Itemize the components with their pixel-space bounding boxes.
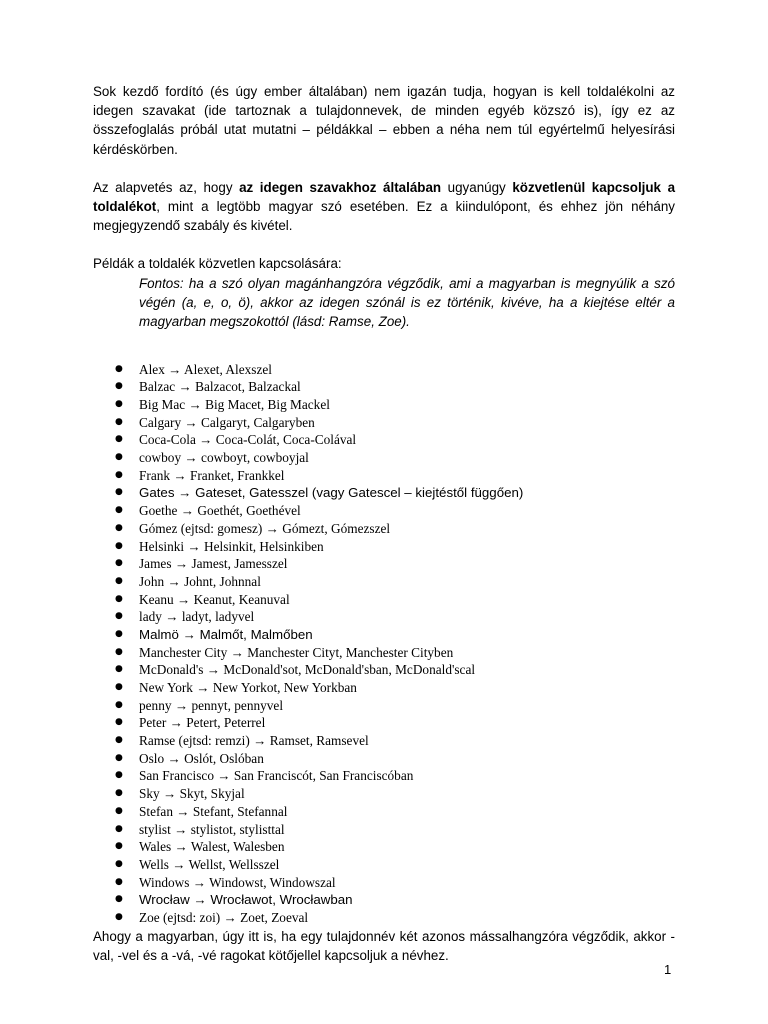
list-item: [93, 449, 675, 467]
list-item: [93, 803, 675, 821]
list-item: [93, 856, 675, 874]
list-item-text: Oslo → Oslót, Oslóban: [139, 750, 264, 766]
list-item-text: Big Mac → Big Macet, Big Mackel: [139, 397, 330, 412]
bullet-icon: ●: [115, 805, 123, 816]
list-item: [93, 591, 675, 609]
basic-rule-text-2: ugyanúgy: [441, 179, 513, 195]
list-item-text: Malmö → Malmőt, Malmőben: [139, 626, 313, 642]
list-item-text: Zoe (ejtsd: zoi) → Zoet, Zoeval: [139, 909, 309, 925]
list-item: [93, 520, 675, 538]
list-item-text: New York → New Yorkot, New Yorkban: [139, 680, 357, 695]
bullet-icon: ●: [115, 841, 123, 852]
list-item: [93, 502, 675, 520]
list-item-text: Coca-Cola → Coca-Colát, Coca-Colával: [139, 432, 357, 448]
bullet-icon: ●: [115, 770, 123, 781]
list-item-text: Gates → Gateset, Gatesszel (vagy Gatescel – kiejtéstől függően): [139, 485, 524, 501]
list-item-text: Sky → Skyt, Skyjal: [139, 786, 245, 802]
bullet-icon: ●: [115, 717, 123, 728]
basic-rule-text-1: Az alapvetés az, hogy: [93, 179, 240, 195]
list-item-text: Helsinki → Helsinkit, Helsinkiben: [139, 538, 324, 554]
list-item: [93, 414, 675, 432]
list-item: [93, 874, 675, 892]
list-item-text: Ramse (ejtsd: remzi) → Ramset, Ramsevel: [139, 733, 369, 749]
closing-paragraph: Ahogy a magyarban, úgy itt is, ha egy tulajdonnév két azonos mássalhangzóra végződik, akkor -val, -vel és a -vá, -vé ragokat kötőjellel kapcsoljuk a névhez.: [93, 928, 675, 963]
bullet-icon: ●: [115, 416, 123, 427]
list-item-text: lady → ladyt, ladyvel: [139, 609, 255, 625]
list-item: [93, 891, 675, 909]
page-number: 1: [664, 962, 672, 977]
list-item: [93, 714, 675, 732]
bullet-icon: ●: [115, 682, 123, 692]
list-item-text: Goethe → Goethét, Goethével: [139, 503, 301, 519]
bullet-icon: ●: [115, 381, 123, 392]
bullet-icon: ●: [115, 611, 123, 622]
list-item-text: San Francisco → San Franciscót, San Franciscóban: [139, 768, 414, 784]
bullet-icon: ●: [115, 558, 123, 569]
list-item: [93, 626, 675, 644]
list-item-text: Windows → Windowst, Windowszal: [139, 874, 336, 890]
bullet-icon: ●: [115, 646, 123, 657]
list-item-text: Keanu → Keanut, Keanuval: [139, 591, 290, 607]
list-item-text: Wells → Wellst, Wellsszel: [139, 856, 280, 872]
bullet-icon: ●: [115, 911, 123, 922]
list-item: [93, 467, 675, 485]
list-item-text: Calgary → Calgaryt, Calgaryben: [139, 414, 315, 430]
list-item: [93, 396, 675, 414]
list-item-text: penny → pennyt, pennyvel: [139, 697, 284, 713]
list-item-text: Manchester City → Manchester Cityt, Manchester Cityben: [139, 644, 454, 660]
bullet-icon: ●: [115, 575, 123, 586]
list-item-text: Balzac → Balzacot, Balzackal: [139, 379, 301, 395]
list-item: [93, 608, 675, 626]
bullet-icon: ●: [115, 540, 123, 551]
list-item: [93, 644, 675, 662]
bullet-icon: ●: [115, 522, 123, 533]
list-item: [93, 484, 675, 502]
paragraph-gap: [93, 159, 675, 178]
list-item-text: cowboy → cowboyt, cowboyjal: [139, 450, 309, 466]
list-item: [93, 661, 675, 679]
list-item-text: Gómez (ejtsd: gomesz) → Gómezt, Gómezszel: [139, 520, 391, 536]
bullet-icon: ●: [115, 823, 123, 834]
list-item: [93, 538, 675, 556]
list-item: [93, 909, 675, 927]
examples-list: [93, 361, 675, 927]
bullet-icon: ●: [115, 628, 123, 639]
bullet-icon: ●: [115, 505, 123, 516]
list-item-text: John → Johnt, Johnnal: [139, 573, 261, 589]
list-item-text: Wales → Walest, Walesben: [139, 839, 285, 855]
list-item-text: James → Jamest, Jamesszel: [139, 556, 288, 572]
basic-rule-bold-2: közvetlenül kapcsoljuk a toldalékot: [93, 179, 676, 215]
list-item: [93, 679, 675, 697]
list-item-text: Stefan → Stefant, Stefannal: [139, 803, 288, 819]
list-item: [93, 697, 675, 715]
paragraph-gap: [93, 235, 675, 254]
bullet-icon: ●: [115, 452, 123, 463]
bullet-icon: ●: [115, 664, 123, 675]
bullet-icon: ●: [115, 699, 123, 710]
list-item-text: McDonald's → McDonald'sot, McDonald'sban, McDonald'scal: [139, 662, 476, 678]
list-item-text: Alex → Alexet, Alexszel: [139, 361, 272, 377]
list-item: [93, 732, 675, 750]
page-content: [93, 82, 675, 965]
bullet-icon: ●: [115, 735, 123, 746]
list-item-text: Frank → Franket, Frankkel: [139, 467, 285, 483]
bullet-icon: ●: [115, 593, 123, 604]
bullet-icon: ●: [115, 788, 123, 799]
basic-rule-text-3: , mint a legtöbb magyar szó esetében. Ez a kiindulópont, és ehhez jön néhány megjegyzendő szabály és kivétel.: [93, 199, 675, 234]
bullet-icon: ●: [115, 894, 123, 905]
list-item-text: stylist → stylistot, stylisttal: [139, 821, 285, 837]
bullet-icon: ●: [115, 858, 123, 869]
bullet-icon: ●: [115, 469, 123, 480]
list-item: [93, 785, 675, 803]
bullet-icon: ●: [115, 434, 123, 445]
list-item: [93, 750, 675, 768]
bullet-icon: ●: [115, 752, 123, 763]
bullet-icon: ●: [115, 487, 123, 498]
basic-rule-paragraph: [93, 178, 675, 236]
intro-paragraph: Sok kezdő fordító (és úgy ember általában) nem igazán tudja, hogyan is kell toldalékolni az idegen szavakat (ide tartoznak a tulajdonnevek, de minden egyéb közszó is), így ez az összefoglalás próbál utat mutatni – példákkal – ebben a néha nem túl egyértelmű helyesírási kérdéskörben.: [93, 84, 675, 157]
list-item: [93, 431, 675, 449]
list-item-text: Wrocław → Wrocławot, Wrocławban: [139, 892, 353, 908]
basic-rule-bold-1: az idegen szavakhoz általában: [239, 179, 442, 195]
list-item: [93, 767, 675, 785]
list-item-text: Peter → Petert, Peterrel: [139, 715, 266, 731]
bullet-icon: ●: [115, 876, 123, 887]
list-item: [93, 555, 675, 573]
bullet-icon: ●: [115, 363, 123, 374]
list-item: [93, 378, 675, 396]
list-item: [93, 838, 675, 856]
bullet-icon: ●: [115, 399, 123, 409]
list-item: [93, 573, 675, 591]
note-paragraph: Fontos: ha a szó olyan magánhangzóra végződik, ami a magyarban is megnyúlik a szó végén (a, e, o, ö), akkor az idegen szónál is ez történik, kivéve, ha a kiejtése eltér a magyarban megszokottól (lásd: Ramse, Zoe).: [139, 275, 675, 329]
examples-heading: Példák a toldalék közvetlen kapcsolására:: [93, 256, 342, 272]
list-item: [93, 821, 675, 839]
list-item: [93, 361, 675, 379]
